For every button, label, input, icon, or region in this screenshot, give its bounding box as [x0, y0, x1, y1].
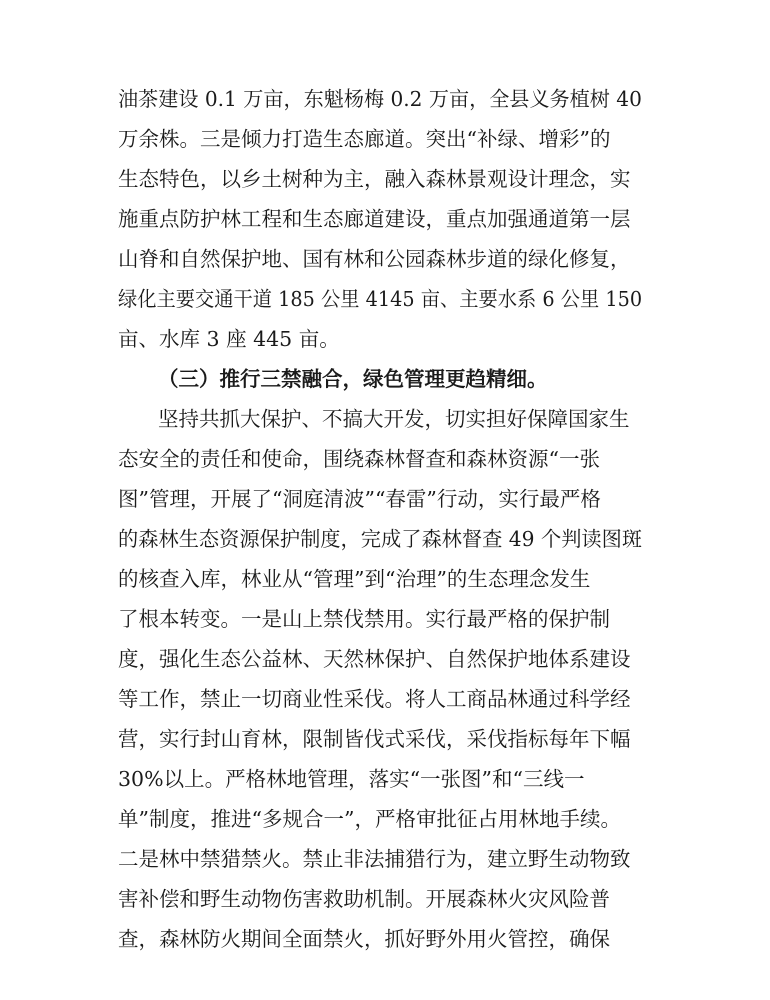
text-line: [0, 279, 770, 319]
text-line-content: 度，强化生态公益林、天然林保护、自然保护地体系建设: [118, 647, 631, 671]
text-line: [0, 399, 770, 439]
text-line-content: 态安全的责任和使命，围绕森林督查和森林资源“一张: [118, 447, 600, 471]
text-line: [0, 839, 770, 879]
text-line: [0, 799, 770, 839]
text-line-content: 的核查入库，林业从“管理”到“治理”的生态理念发生: [118, 567, 591, 591]
text-line-content: 油茶建设 0.1 万亩，东魁杨梅 0.2 万亩，全县义务植树 40: [118, 87, 642, 111]
text-line-content: 了根本转变。一是山上禁伐禁用。实行最严格的保护制: [118, 607, 610, 631]
text-line-content: 坚持共抓大保护、不搞大开发，切实担好保障国家生: [158, 407, 630, 431]
text-line: [0, 79, 770, 119]
text-line-content: 营，实行封山育林，限制皆伐式采伐，采伐指标每年下幅: [118, 727, 631, 751]
text-line: [0, 159, 770, 199]
text-line: [0, 239, 770, 279]
text-line-content: 施重点防护林工程和生态廊道建设，重点加强通道第一层: [118, 207, 631, 231]
text-line: [0, 919, 770, 959]
text-line-content: 单”制度，推进“多规合一”，严格审批征占用林地手续。: [118, 807, 621, 831]
text-line: [0, 559, 770, 599]
text-line: [0, 679, 770, 719]
text-line: [0, 719, 770, 759]
text-line: [0, 479, 770, 519]
section-heading: [0, 359, 770, 399]
text-line-content: 山脊和自然保护地、国有林和公园森林步道的绿化修复，: [118, 247, 631, 271]
text-line: [0, 439, 770, 479]
text-line-content: 30%以上。严格林地管理，落实“一张图”和“三线一: [118, 767, 585, 791]
text-line: [0, 599, 770, 639]
text-line-content: 万余株。三是倾力打造生态廊道。突出“补绿、增彩”的: [118, 127, 611, 151]
text-line: [0, 319, 770, 359]
text-line: [0, 759, 770, 799]
text-line-content: 害补偿和野生动物伤害救助机制。开展森林火灾风险普: [118, 887, 610, 911]
text-line-content: 绿化主要交通干道 185 公里 4145 亩、主要水系 6 公里 150: [118, 287, 643, 311]
text-line: [0, 879, 770, 919]
text-line-content: 图”管理，开展了“洞庭清波”“春雷”行动，实行最严格: [118, 487, 601, 511]
text-line-content: 二是林中禁猎禁火。禁止非法捕猎行为，建立野生动物致: [118, 847, 631, 871]
text-line: [0, 519, 770, 559]
section-heading-text: （三）推行三禁融合，绿色管理更趋精细。: [158, 367, 548, 391]
text-line-content: 的森林生态资源保护制度，完成了森林督查 49 个判读图斑: [118, 527, 643, 551]
text-line-content: 亩、水库 3 座 445 亩。: [118, 327, 340, 351]
text-line-content: 查，森林防火期间全面禁火，抓好野外用火管控，确保: [118, 927, 610, 951]
text-line: [0, 119, 770, 159]
text-line: [0, 199, 770, 239]
text-line: [0, 639, 770, 679]
text-line-content: 等工作，禁止一切商业性采伐。将人工商品林通过科学经: [118, 687, 631, 711]
text-line-content: 生态特色，以乡土树种为主，融入森林景观设计理念，实: [118, 167, 631, 191]
